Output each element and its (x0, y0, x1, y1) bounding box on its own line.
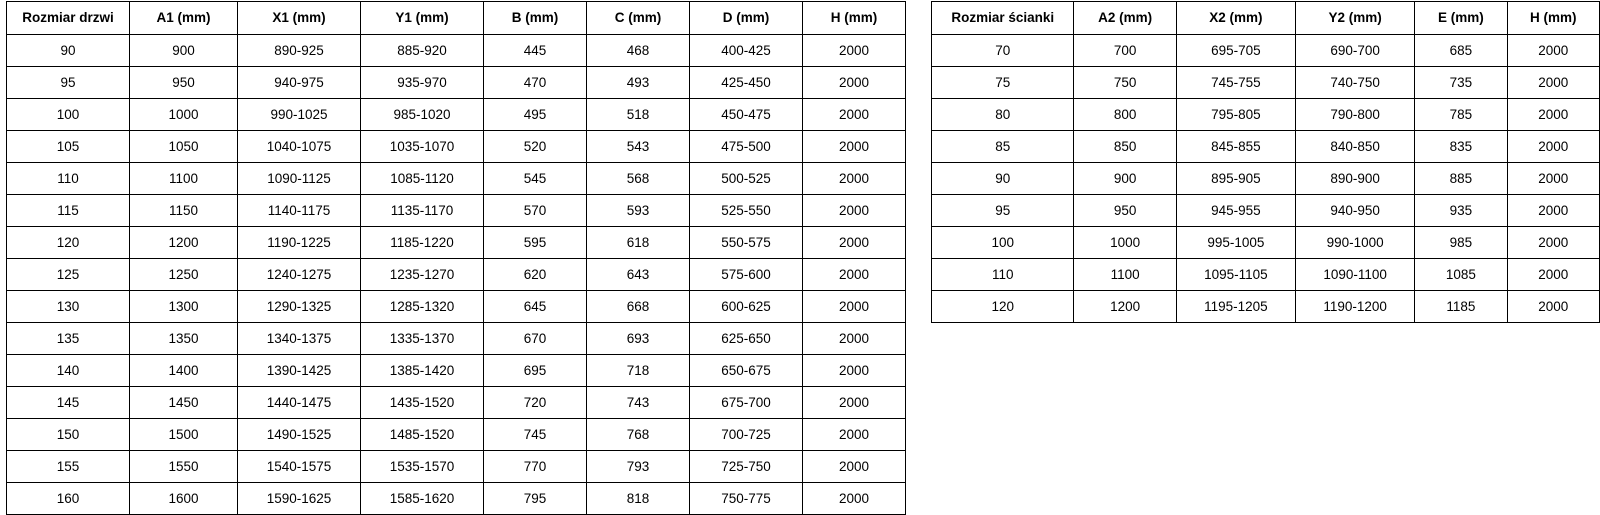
table-cell: 595 (484, 227, 587, 259)
table-row (7, 451, 906, 483)
table-cell: 518 (587, 99, 690, 131)
table-cell: 795-805 (1176, 99, 1295, 131)
table-cell: 990-1025 (238, 99, 361, 131)
table-cell: 575-600 (690, 259, 803, 291)
table-cell: 2000 (1507, 227, 1599, 259)
table-cell: 620 (484, 259, 587, 291)
table-cell: 750-775 (690, 483, 803, 515)
table-cell: 445 (484, 35, 587, 67)
table-cell: 545 (484, 163, 587, 195)
table-cell: 695 (484, 355, 587, 387)
table-cell: 1485-1520 (361, 419, 484, 451)
table-cell: 1300 (130, 291, 238, 323)
table-cell: 470 (484, 67, 587, 99)
table-cell: 670 (484, 323, 587, 355)
table-cell: 593 (587, 195, 690, 227)
table-cell: 2000 (803, 451, 906, 483)
table-cell: 795 (484, 483, 587, 515)
column-header-a2: A2 (mm) (1074, 2, 1176, 35)
column-header-d: D (mm) (690, 2, 803, 35)
table-cell: 2000 (803, 99, 906, 131)
table-cell: 2000 (803, 323, 906, 355)
table-cell: 900 (130, 35, 238, 67)
table-cell: 718 (587, 355, 690, 387)
table-cell: 800 (1074, 99, 1176, 131)
table-header-row (7, 2, 906, 35)
table-row (7, 291, 906, 323)
table-cell: 110 (7, 163, 130, 195)
table-cell: 2000 (1507, 35, 1599, 67)
table-cell: 1235-1270 (361, 259, 484, 291)
column-header-e: E (mm) (1415, 2, 1507, 35)
table-cell: 115 (7, 195, 130, 227)
table-cell: 1150 (130, 195, 238, 227)
table-row (7, 99, 906, 131)
table-cell: 1000 (130, 99, 238, 131)
table-row (932, 227, 1600, 259)
table-cell: 1540-1575 (238, 451, 361, 483)
table-cell: 85 (932, 131, 1074, 163)
table-cell: 1200 (130, 227, 238, 259)
table-cell: 75 (932, 67, 1074, 99)
table-cell: 1290-1325 (238, 291, 361, 323)
table-cell: 1090-1125 (238, 163, 361, 195)
table-cell: 95 (7, 67, 130, 99)
table-cell: 2000 (803, 195, 906, 227)
table-cell: 155 (7, 451, 130, 483)
table-cell: 2000 (803, 163, 906, 195)
column-header-h: H (mm) (803, 2, 906, 35)
walls-table-header (932, 2, 1600, 35)
table-cell: 100 (932, 227, 1074, 259)
table-cell: 1100 (130, 163, 238, 195)
table-cell: 995-1005 (1176, 227, 1295, 259)
table-cell: 695-705 (1176, 35, 1295, 67)
table-cell: 1340-1375 (238, 323, 361, 355)
table-cell: 525-550 (690, 195, 803, 227)
table-row (7, 355, 906, 387)
table-cell: 140 (7, 355, 130, 387)
column-header-y1: Y1 (mm) (361, 2, 484, 35)
table-row (7, 387, 906, 419)
table-cell: 625-650 (690, 323, 803, 355)
table-cell: 80 (932, 99, 1074, 131)
table-cell: 890-925 (238, 35, 361, 67)
table-cell: 1200 (1074, 291, 1176, 323)
column-header-x2: X2 (mm) (1176, 2, 1295, 35)
table-cell: 2000 (1507, 195, 1599, 227)
table-cell: 690-700 (1296, 35, 1415, 67)
table-cell: 885 (1415, 163, 1507, 195)
table-cell: 850 (1074, 131, 1176, 163)
table-cell: 1240-1275 (238, 259, 361, 291)
table-cell: 845-855 (1176, 131, 1295, 163)
table-cell: 543 (587, 131, 690, 163)
table-cell: 745-755 (1176, 67, 1295, 99)
table-cell: 945-955 (1176, 195, 1295, 227)
table-cell: 1190-1200 (1296, 291, 1415, 323)
doors-table-body (7, 35, 906, 515)
table-row (932, 131, 1600, 163)
table-cell: 1500 (130, 419, 238, 451)
walls-dimensions-table-container (931, 1, 1600, 323)
table-cell: 105 (7, 131, 130, 163)
table-cell: 1185-1220 (361, 227, 484, 259)
table-cell: 2000 (803, 67, 906, 99)
table-cell: 570 (484, 195, 587, 227)
table-cell: 95 (932, 195, 1074, 227)
table-cell: 2000 (803, 259, 906, 291)
table-cell: 1000 (1074, 227, 1176, 259)
table-cell: 1585-1620 (361, 483, 484, 515)
table-cell: 890-900 (1296, 163, 1415, 195)
table-cell: 750 (1074, 67, 1176, 99)
walls-table-body (932, 35, 1600, 323)
table-cell: 940-975 (238, 67, 361, 99)
column-header-rozmiar-drzwi: Rozmiar drzwi (7, 2, 130, 35)
table-cell: 1385-1420 (361, 355, 484, 387)
table-cell: 425-450 (690, 67, 803, 99)
doors-dimensions-table-container (6, 1, 906, 515)
table-cell: 1350 (130, 323, 238, 355)
table-cell: 120 (932, 291, 1074, 323)
table-cell: 685 (1415, 35, 1507, 67)
table-cell: 1050 (130, 131, 238, 163)
column-header-x1: X1 (mm) (238, 2, 361, 35)
table-cell: 985-1020 (361, 99, 484, 131)
table-cell: 2000 (1507, 99, 1599, 131)
table-cell: 1140-1175 (238, 195, 361, 227)
table-cell: 768 (587, 419, 690, 451)
table-cell: 495 (484, 99, 587, 131)
table-cell: 785 (1415, 99, 1507, 131)
table-row (932, 67, 1600, 99)
table-cell: 725-750 (690, 451, 803, 483)
table-cell: 400-425 (690, 35, 803, 67)
table-cell: 675-700 (690, 387, 803, 419)
table-cell: 2000 (803, 387, 906, 419)
column-header-a1: A1 (mm) (130, 2, 238, 35)
table-cell: 643 (587, 259, 690, 291)
table-cell: 770 (484, 451, 587, 483)
table-cell: 1090-1100 (1296, 259, 1415, 291)
table-cell: 745 (484, 419, 587, 451)
table-cell: 2000 (803, 291, 906, 323)
table-cell: 125 (7, 259, 130, 291)
table-cell: 90 (7, 35, 130, 67)
column-header-rozmiar-scianki: Rozmiar ścianki (932, 2, 1074, 35)
table-cell: 1400 (130, 355, 238, 387)
table-cell: 740-750 (1296, 67, 1415, 99)
table-cell: 1550 (130, 451, 238, 483)
table-cell: 1535-1570 (361, 451, 484, 483)
table-cell: 1450 (130, 387, 238, 419)
table-cell: 1195-1205 (1176, 291, 1295, 323)
table-cell: 120 (7, 227, 130, 259)
table-cell: 1095-1105 (1176, 259, 1295, 291)
table-cell: 2000 (803, 483, 906, 515)
table-cell: 70 (932, 35, 1074, 67)
table-cell: 1135-1170 (361, 195, 484, 227)
column-header-h: H (mm) (1507, 2, 1599, 35)
table-cell: 793 (587, 451, 690, 483)
table-cell: 1390-1425 (238, 355, 361, 387)
table-cell: 2000 (803, 227, 906, 259)
table-row (7, 163, 906, 195)
table-cell: 935-970 (361, 67, 484, 99)
table-cell: 935 (1415, 195, 1507, 227)
table-cell: 2000 (1507, 291, 1599, 323)
table-cell: 500-525 (690, 163, 803, 195)
table-row (932, 163, 1600, 195)
table-header-row (932, 2, 1600, 35)
table-cell: 743 (587, 387, 690, 419)
table-cell: 2000 (803, 131, 906, 163)
table-cell: 790-800 (1296, 99, 1415, 131)
table-row (7, 323, 906, 355)
table-cell: 1085 (1415, 259, 1507, 291)
table-cell: 600-625 (690, 291, 803, 323)
table-row (932, 35, 1600, 67)
table-cell: 720 (484, 387, 587, 419)
table-cell: 2000 (803, 419, 906, 451)
table-row (7, 195, 906, 227)
table-cell: 520 (484, 131, 587, 163)
table-cell: 990-1000 (1296, 227, 1415, 259)
table-cell: 1285-1320 (361, 291, 484, 323)
table-cell: 1040-1075 (238, 131, 361, 163)
table-cell: 2000 (1507, 163, 1599, 195)
table-cell: 135 (7, 323, 130, 355)
table-cell: 950 (130, 67, 238, 99)
table-row (932, 99, 1600, 131)
table-row (932, 195, 1600, 227)
doors-table-header (7, 2, 906, 35)
table-cell: 1600 (130, 483, 238, 515)
table-row (7, 131, 906, 163)
table-cell: 1440-1475 (238, 387, 361, 419)
table-row (7, 419, 906, 451)
table-cell: 1435-1520 (361, 387, 484, 419)
table-cell: 1035-1070 (361, 131, 484, 163)
table-cell: 1335-1370 (361, 323, 484, 355)
table-cell: 475-500 (690, 131, 803, 163)
table-cell: 940-950 (1296, 195, 1415, 227)
walls-dimensions-table (931, 1, 1600, 323)
table-cell: 900 (1074, 163, 1176, 195)
table-row (7, 67, 906, 99)
table-cell: 818 (587, 483, 690, 515)
table-cell: 550-575 (690, 227, 803, 259)
table-cell: 693 (587, 323, 690, 355)
table-cell: 1085-1120 (361, 163, 484, 195)
table-cell: 895-905 (1176, 163, 1295, 195)
table-cell: 110 (932, 259, 1074, 291)
table-cell: 1590-1625 (238, 483, 361, 515)
table-cell: 835 (1415, 131, 1507, 163)
table-cell: 150 (7, 419, 130, 451)
table-cell: 1190-1225 (238, 227, 361, 259)
table-cell: 2000 (1507, 67, 1599, 99)
table-row (7, 227, 906, 259)
table-row (7, 35, 906, 67)
table-cell: 2000 (1507, 131, 1599, 163)
table-cell: 650-675 (690, 355, 803, 387)
table-cell: 160 (7, 483, 130, 515)
table-cell: 885-920 (361, 35, 484, 67)
table-cell: 985 (1415, 227, 1507, 259)
table-cell: 735 (1415, 67, 1507, 99)
table-cell: 950 (1074, 195, 1176, 227)
table-cell: 1250 (130, 259, 238, 291)
table-cell: 145 (7, 387, 130, 419)
table-cell: 668 (587, 291, 690, 323)
table-row (7, 259, 906, 291)
table-cell: 1100 (1074, 259, 1176, 291)
table-cell: 700-725 (690, 419, 803, 451)
table-cell: 2000 (803, 355, 906, 387)
column-header-y2: Y2 (mm) (1296, 2, 1415, 35)
table-cell: 468 (587, 35, 690, 67)
column-header-b: B (mm) (484, 2, 587, 35)
table-cell: 2000 (1507, 259, 1599, 291)
table-cell: 2000 (803, 35, 906, 67)
table-cell: 493 (587, 67, 690, 99)
table-cell: 700 (1074, 35, 1176, 67)
table-cell: 1490-1525 (238, 419, 361, 451)
table-cell: 90 (932, 163, 1074, 195)
table-cell: 100 (7, 99, 130, 131)
table-cell: 618 (587, 227, 690, 259)
table-cell: 130 (7, 291, 130, 323)
table-cell: 1185 (1415, 291, 1507, 323)
table-cell: 645 (484, 291, 587, 323)
table-row (7, 483, 906, 515)
table-row (932, 259, 1600, 291)
column-header-c: C (mm) (587, 2, 690, 35)
table-cell: 840-850 (1296, 131, 1415, 163)
doors-dimensions-table (6, 1, 906, 515)
table-cell: 450-475 (690, 99, 803, 131)
table-row (932, 291, 1600, 323)
table-cell: 568 (587, 163, 690, 195)
